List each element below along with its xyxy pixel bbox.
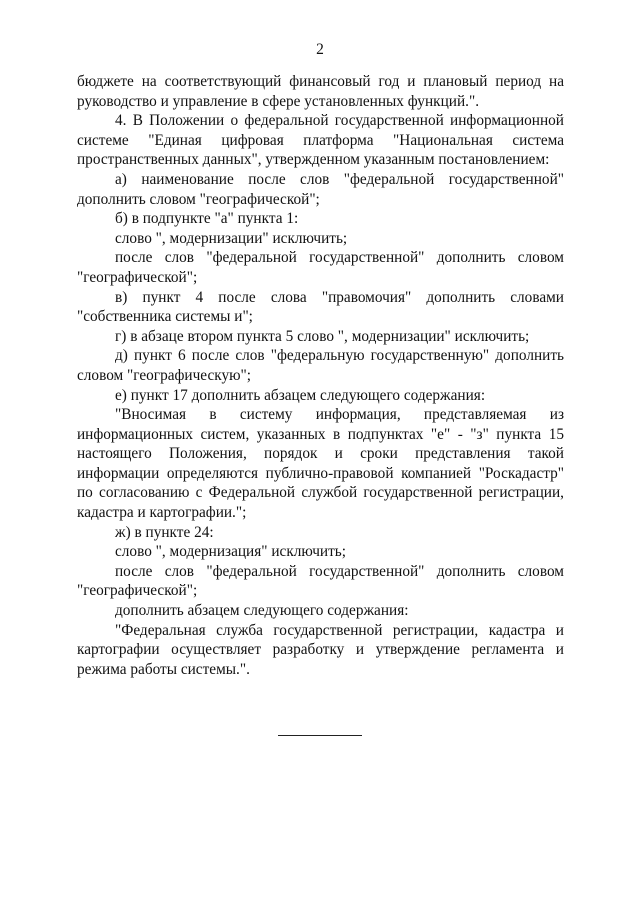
paragraph-subitem-v: в) пункт 4 после слова "правомочия" дополнить словами "собственника системы и";	[77, 288, 564, 326]
paragraph-subitem-zh-word-removal: слово ", модернизация" исключить;	[115, 543, 347, 561]
paragraph-budget-continuation: бюджете на соответствующий финансовый год и плановый период на руководство и управление в сфере установленных функций.".	[77, 73, 564, 110]
paragraph-subitem-e: е) пункт 17 дополнить абзацем следующего содержания:	[115, 386, 486, 404]
document-body	[77, 72, 564, 679]
page-number: 2	[316, 41, 324, 58]
paragraph-subitem-a: а) наименование после слов "федеральной государственной" дополнить словом "географической";	[77, 170, 564, 208]
paragraph-item-4: 4. В Положении о федеральной государственной информационной системе "Единая цифровая платформа "Национальная система пространственных данных", утвержденном указанным постановлением:	[77, 112, 564, 169]
paragraph-subitem-b-word-removal: слово ", модернизации" исключить;	[115, 229, 348, 247]
paragraph-subitem-d: д) пункт 6 после слов "федеральную государственную" дополнить словом "географическую";	[77, 347, 564, 384]
paragraph-subitem-zh: ж) в пункте 24:	[115, 523, 214, 541]
paragraph-subitem-b-addition: после слов "федеральной государственной" дополнить словом "географической";	[77, 249, 564, 286]
paragraph-subitem-b: б) в подпункте "а" пункта 1:	[115, 210, 299, 228]
paragraph-subitem-zh-new-paragraph: дополнить абзацем следующего содержания:	[115, 602, 409, 620]
paragraph-subitem-zh-quote: "Федеральная служба государственной регистрации, кадастра и картографии осуществляет разработку и утверждение регламента и режима работы системы.".	[77, 621, 564, 678]
paragraph-subitem-g: г) в абзаце втором пункта 5 слово ", модернизации" исключить;	[115, 327, 530, 345]
paragraph-subitem-zh-addition: после слов "федеральной государственной" дополнить словом "географической";	[77, 562, 564, 600]
paragraph-subitem-e-quote: "Вносимая в систему информация, представляемая из информационных систем, указанных в подпунктах "е" - "з" пункта 15 настоящего Положения, порядок и сроки представления такой информации определяются публично-правовой компанией "Роскадастр" по согласованию с Федеральной службой государственной регистрации, кадастра и картографии.";	[77, 406, 564, 522]
end-separator-line	[278, 735, 362, 736]
